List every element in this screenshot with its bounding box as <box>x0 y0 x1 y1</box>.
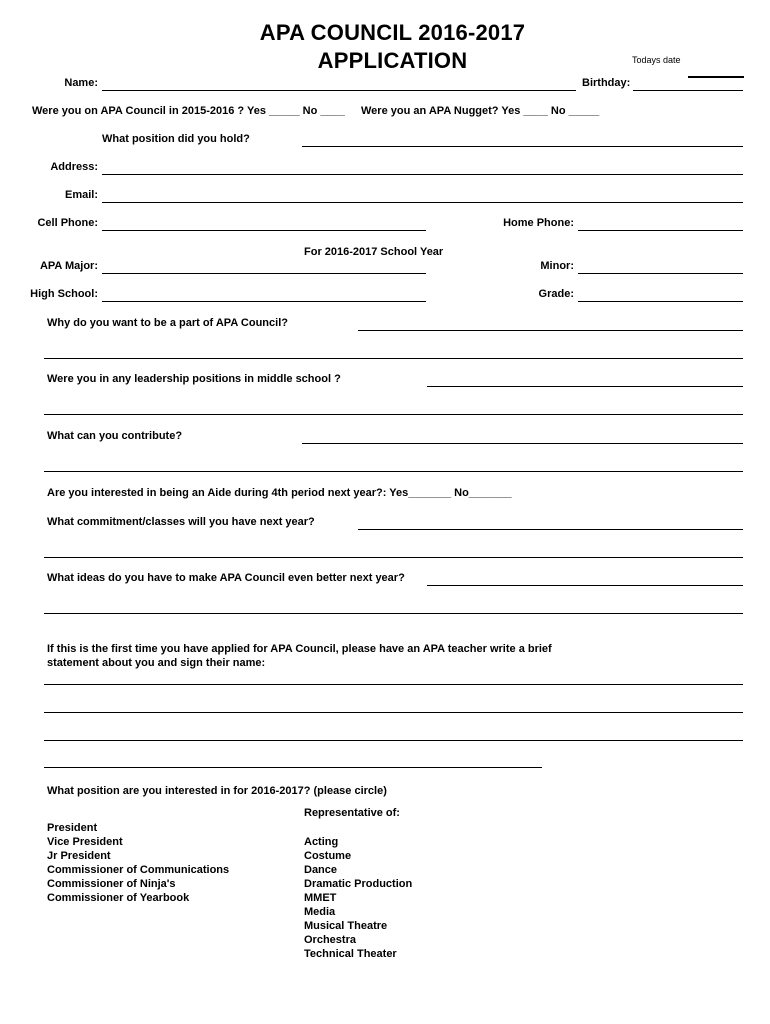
representative-option[interactable]: Orchestra <box>304 934 356 946</box>
cell-phone-field[interactable] <box>102 230 426 231</box>
leadership-question: Were you in any leadership positions in middle school ? <box>47 373 341 385</box>
why-answer-line-2[interactable] <box>44 358 743 359</box>
nugget-question: Were you an APA Nugget? Yes ____ No _____ <box>361 105 600 117</box>
position-held-field[interactable] <box>302 146 743 147</box>
representative-option[interactable]: Musical Theatre <box>304 920 388 932</box>
todays-date-line[interactable] <box>688 76 744 78</box>
minor-label: Minor: <box>540 260 574 272</box>
contribute-question: What can you contribute? <box>47 430 183 442</box>
position-option[interactable]: Commissioner of Yearbook <box>47 892 190 904</box>
todays-date-label: Todays date <box>632 55 681 65</box>
statement-line-2[interactable] <box>44 712 743 713</box>
home-phone-label: Home Phone: <box>503 217 574 229</box>
teacher-signature-line[interactable] <box>44 767 542 768</box>
representative-option[interactable]: Dramatic Production <box>304 878 413 890</box>
grade-label: Grade: <box>538 288 574 300</box>
contribute-answer-line-1[interactable] <box>302 443 743 444</box>
prev-council-question: Were you on APA Council in 2015-2016 ? Yes _____ No ____ <box>32 105 345 117</box>
ideas-answer-line-1[interactable] <box>427 585 743 586</box>
statement-line-1[interactable] <box>44 684 743 685</box>
why-question: Why do you want to be a part of APA Council? <box>47 317 288 329</box>
address-field[interactable] <box>102 174 743 175</box>
position-option[interactable]: Vice President <box>47 836 123 848</box>
apa-major-label: APA Major: <box>39 260 98 272</box>
commitment-answer-line-1[interactable] <box>358 529 743 530</box>
address-label: Address: <box>50 161 98 173</box>
position-option[interactable]: Commissioner of Communications <box>47 864 230 876</box>
position-option[interactable]: Commissioner of Ninja's <box>47 878 176 890</box>
statement-line-3[interactable] <box>44 740 743 741</box>
cell-phone-label: Cell Phone: <box>37 217 98 229</box>
commitment-answer-line-2[interactable] <box>44 557 743 558</box>
birthday-label: Birthday: <box>582 77 631 89</box>
first-time-instruction-2: statement about you and sign their name: <box>47 657 266 669</box>
ideas-answer-line-2[interactable] <box>44 613 743 614</box>
apa-major-field[interactable] <box>102 273 426 274</box>
minor-field[interactable] <box>578 273 743 274</box>
name-field[interactable] <box>102 90 576 91</box>
why-answer-line-1[interactable] <box>358 330 743 331</box>
position-option[interactable]: President <box>47 822 98 834</box>
position-held-label: What position did you hold? <box>102 133 250 145</box>
aide-question: Are you interested in being an Aide during 4th period next year?: Yes_______ No_______ <box>47 487 512 499</box>
grade-field[interactable] <box>578 301 743 302</box>
representative-option[interactable]: Acting <box>304 836 339 848</box>
ideas-question: What ideas do you have to make APA Council even better next year? <box>47 572 405 584</box>
representative-positions-list <box>304 835 412 961</box>
position-interest-question: What position are you interested in for 2016-2017? (please circle) <box>47 785 387 797</box>
position-option[interactable]: Jr President <box>47 850 111 862</box>
contribute-answer-line-2[interactable] <box>44 471 743 472</box>
representative-option[interactable]: Technical Theater <box>304 948 397 960</box>
leadership-answer-line-1[interactable] <box>427 386 743 387</box>
name-label: Name: <box>64 77 98 89</box>
representative-option[interactable]: Dance <box>304 864 338 876</box>
home-phone-field[interactable] <box>578 230 743 231</box>
high-school-field[interactable] <box>102 301 426 302</box>
officer-positions-list <box>47 821 229 905</box>
page-subtitle: APPLICATION <box>317 48 468 73</box>
representative-option[interactable]: MMET <box>304 892 337 904</box>
high-school-label: High School: <box>30 288 98 300</box>
birthday-field[interactable] <box>633 90 743 91</box>
representative-option[interactable]: Media <box>304 906 336 918</box>
commitment-question: What commitment/classes will you have next year? <box>47 516 315 528</box>
email-label: Email: <box>64 189 98 201</box>
representative-option[interactable]: Costume <box>304 850 352 862</box>
representative-header: Representative of: <box>304 807 400 819</box>
page-title: APA COUNCIL 2016-2017 <box>259 20 526 45</box>
school-year-label: For 2016-2017 School Year <box>304 246 444 258</box>
leadership-answer-line-2[interactable] <box>44 414 743 415</box>
first-time-instruction: If this is the first time you have applied for APA Council, please have an APA teacher write a brief <box>47 643 552 655</box>
email-field[interactable] <box>102 202 743 203</box>
